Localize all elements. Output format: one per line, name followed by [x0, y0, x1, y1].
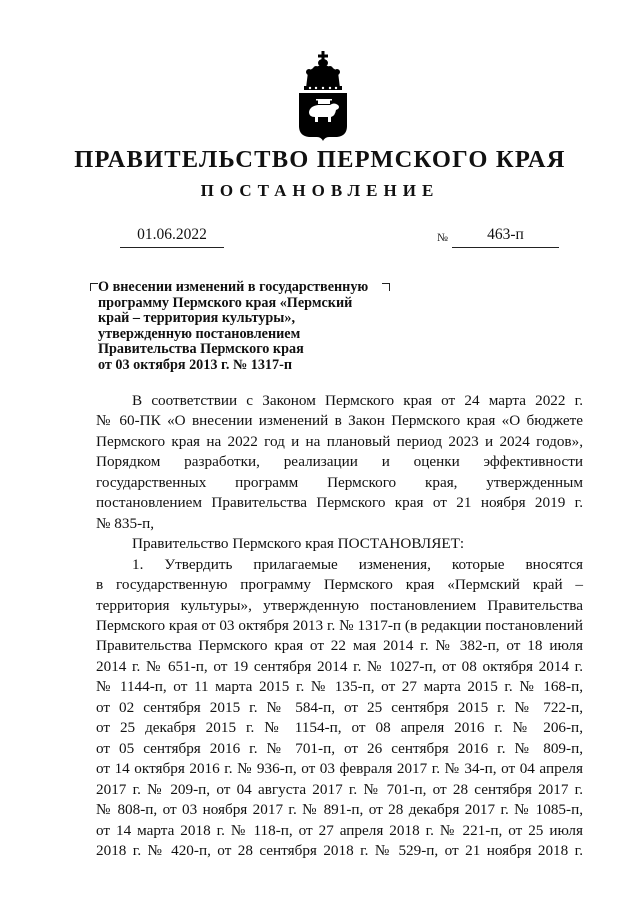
- text-line: постановлением Правительства Пермского края от 21 ноября 2019 г.: [96, 494, 583, 512]
- text-line: № 60-ПК «О внесении изменений в Закон Пермского края «О бюджете: [96, 412, 583, 430]
- text-line: В соответствии с Законом Пермского края от 24 марта 2022 г.: [132, 392, 583, 409]
- text-line: от 25 декабря 2015 г. № 1154-п, от 08 апреля 2016 г. № 206-п,: [96, 719, 583, 737]
- text-line: 2018 г. № 420-п, от 28 сентября 2018 г. № 529-п, от 21 ноября 2018 г.: [96, 841, 583, 859]
- text-line: № 1144-п, от 11 марта 2015 г. № 135-п, от 27 марта 2015 г. № 168-п,: [96, 678, 583, 696]
- text-line: № 808-п, от 03 ноября 2017 г. № 891-п, от 28 декабря 2017 г. № 1085-п,: [96, 801, 583, 819]
- subject-line: О внесении изменений в государственную: [98, 279, 369, 295]
- subject-line: край – территория культуры»,: [98, 310, 296, 327]
- text-line: территория культуры», утвержденную постановлением Правительства: [96, 596, 583, 614]
- subject-line: Правительства Пермского края: [98, 341, 304, 358]
- text-line: 1. Утвердить прилагаемые изменения, которые вносятся: [132, 555, 583, 573]
- text-line: Правительства Пермского края от 22 мая 2014 г. № 382-п, от 18 июля: [96, 637, 583, 655]
- text-line: государственных программ Пермского края, утвержденным: [96, 473, 583, 491]
- document-type: ПОСТАНОВЛЕНИЕ: [200, 181, 440, 200]
- subject-corner-mark: [90, 283, 98, 291]
- text-line: 2014 г. № 651-п, от 19 сентября 2014 г. № 1027-п, от 08 октября 2014 г.: [96, 657, 583, 675]
- text-line: от 02 сентября 2015 г. № 584-п, от 25 сентября 2015 г. № 722-п,: [96, 698, 583, 716]
- government-title: ПРАВИТЕЛЬСТВО ПЕРМСКОГО КРАЯ: [74, 146, 566, 173]
- text-line: Порядком разработки, реализации и оценки эффективности: [96, 453, 583, 471]
- text-line: Пермского края от 03 октября 2013 г. № 1317-п (в редакции постановлений: [96, 616, 583, 634]
- subject-line: от 03 октября 2013 г. № 1317-п: [98, 356, 293, 373]
- subject-line: утвержденную постановлением: [98, 325, 301, 342]
- document-subject: [98, 280, 398, 374]
- document-body: [96, 391, 583, 861]
- text-line: в государственную программу Пермского края «Пермский край –: [96, 576, 583, 594]
- document-date: 01.06.2022: [120, 226, 224, 248]
- text-line: от 05 сентября 2016 г. № 701-п, от 26 сентября 2016 г. № 809-п,: [96, 739, 583, 757]
- paragraph-resolves: Правительство Пермского края ПОСТАНОВЛЯЕТ:: [132, 535, 465, 553]
- subject-line: программу Пермского края «Пермский: [98, 294, 353, 311]
- text-line: 2017 г. № 209-п, от 04 августа 2017 г. № 701-п, от 28 сентября 2017 г.: [96, 780, 583, 798]
- number-sign: №: [437, 232, 448, 244]
- text-line: от 14 марта 2018 г. № 118-п, от 27 апреля 2018 г. № 221-п, от 25 июля: [96, 821, 583, 839]
- paragraph-legal-basis: [96, 391, 583, 534]
- text-line: Пермского края на 2022 год и на плановый период 2023 и 2024 годов»,: [96, 432, 583, 450]
- paragraph-item-1: [96, 555, 583, 862]
- document-number: 463-п: [452, 226, 559, 248]
- text-line: № 835-п,: [96, 514, 155, 532]
- coat-of-arms-icon: [294, 48, 352, 143]
- text-line: от 14 октября 2016 г. № 936-п, от 03 февраля 2017 г. № 34-п, от 04 апреля: [96, 760, 583, 778]
